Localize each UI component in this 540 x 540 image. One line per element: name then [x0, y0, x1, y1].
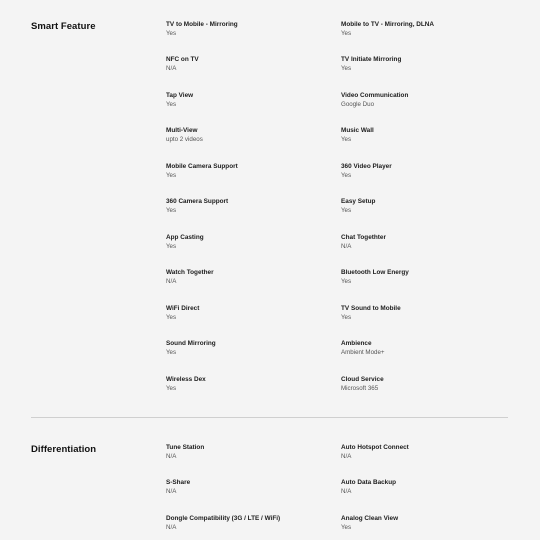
spec-multi-view	[166, 126, 336, 144]
section-divider	[31, 417, 508, 418]
spec-label: Music Wall	[341, 127, 374, 134]
spec-value: Yes	[166, 243, 177, 250]
spec-value: Yes	[166, 349, 177, 356]
spec-label: Chat Togethter	[341, 234, 386, 241]
spec-label: Mobile Camera Support	[166, 163, 238, 170]
spec-label: Wireless Dex	[166, 376, 206, 383]
spec-tv-to-mobile-mirroring	[166, 20, 336, 38]
spec-value: N/A	[166, 65, 177, 72]
spec-sound-mirroring	[166, 339, 336, 357]
spec-label: TV to Mobile - Mirroring	[166, 21, 238, 28]
spec-label: TV Sound to Mobile	[341, 305, 401, 312]
spec-value: N/A	[166, 278, 177, 285]
spec-value: Ambient Mode+	[341, 349, 385, 356]
spec-value: N/A	[341, 453, 352, 460]
spec-value: Yes	[166, 101, 177, 108]
spec-value: Yes	[166, 30, 177, 37]
spec-value: Yes	[341, 172, 352, 179]
spec-value: upto 2 videos	[166, 136, 203, 143]
spec-label: Auto Data Backup	[341, 479, 397, 486]
spec-label: Dongle Compatibility (3G / LTE / WiFi)	[166, 515, 281, 522]
spec-value: N/A	[166, 524, 177, 531]
spec-tv-sound-to-mobile	[341, 304, 511, 322]
spec-tv-initiate-mirroring	[341, 55, 511, 73]
spec-chat-together	[341, 233, 511, 251]
spec-value: Yes	[166, 314, 177, 321]
spec-value: Yes	[166, 172, 177, 179]
spec-label: Cloud Service	[341, 376, 384, 383]
spec-label: Mobile to TV - Mirroring, DLNA	[341, 21, 435, 28]
spec-label: Bluetooth Low Energy	[341, 269, 409, 276]
spec-value: Yes	[166, 385, 177, 392]
spec-value: Yes	[341, 207, 352, 214]
spec-auto-data-backup	[341, 478, 511, 496]
spec-value: Yes	[166, 207, 177, 214]
spec-label: Video Communication	[341, 92, 409, 99]
spec-value: N/A	[166, 488, 177, 495]
spec-value: Google Duo	[341, 101, 375, 108]
spec-ambience	[341, 339, 511, 357]
spec-value: Yes	[341, 278, 352, 285]
spec-label: 360 Video Player	[341, 163, 392, 170]
spec-label: Watch Together	[166, 269, 214, 276]
spec-auto-hotspot-connect	[341, 443, 511, 461]
spec-label: Sound Mirroring	[166, 340, 216, 347]
spec-tune-station	[166, 443, 336, 461]
spec-label: Ambience	[341, 340, 372, 347]
spec-label: NFC on TV	[166, 56, 199, 63]
spec-label: Analog Clean View	[341, 515, 399, 522]
spec-analog-clean-view	[341, 514, 511, 532]
spec-value: Yes	[341, 65, 352, 72]
spec-s-share	[166, 478, 336, 496]
spec-nfc-on-tv	[166, 55, 336, 73]
spec-label: WiFi Direct	[166, 305, 200, 312]
spec-music-wall	[341, 126, 511, 144]
spec-wireless-dex	[166, 375, 336, 393]
spec-mobile-to-tv-mirroring	[341, 20, 511, 38]
spec-360-camera-support	[166, 197, 336, 215]
spec-value: Yes	[341, 136, 352, 143]
spec-label: Auto Hotspot Connect	[341, 444, 409, 451]
spec-label: TV Initiate Mirroring	[341, 56, 402, 63]
spec-label: Multi-View	[166, 127, 198, 134]
spec-value: N/A	[341, 243, 352, 250]
spec-value: Yes	[341, 30, 352, 37]
spec-wifi-direct	[166, 304, 336, 322]
spec-label: Tune Station	[166, 444, 205, 451]
spec-watch-together	[166, 268, 336, 286]
spec-mobile-camera-support	[166, 162, 336, 180]
spec-cloud-service	[341, 375, 511, 393]
section-title-smart-feature: Smart Feature	[31, 21, 96, 32]
spec-label: Easy Setup	[341, 198, 376, 205]
spec-label: 360 Camera Support	[166, 198, 229, 205]
spec-label: S-Share	[166, 479, 191, 486]
spec-360-video-player	[341, 162, 511, 180]
spec-app-casting	[166, 233, 336, 251]
spec-video-communication	[341, 91, 511, 109]
spec-value: Yes	[341, 524, 352, 531]
spec-label: App Casting	[166, 234, 204, 241]
spec-dongle-compatibility	[166, 514, 336, 532]
spec-bluetooth-low-energy	[341, 268, 511, 286]
spec-value: N/A	[341, 488, 352, 495]
spec-value: N/A	[166, 453, 177, 460]
spec-easy-setup	[341, 197, 511, 215]
spec-value: Microsoft 365	[341, 385, 379, 392]
section-title-differentiation: Differentiation	[31, 444, 97, 455]
spec-value: Yes	[341, 314, 352, 321]
spec-tap-view	[166, 91, 336, 109]
spec-label: Tap View	[166, 92, 194, 99]
